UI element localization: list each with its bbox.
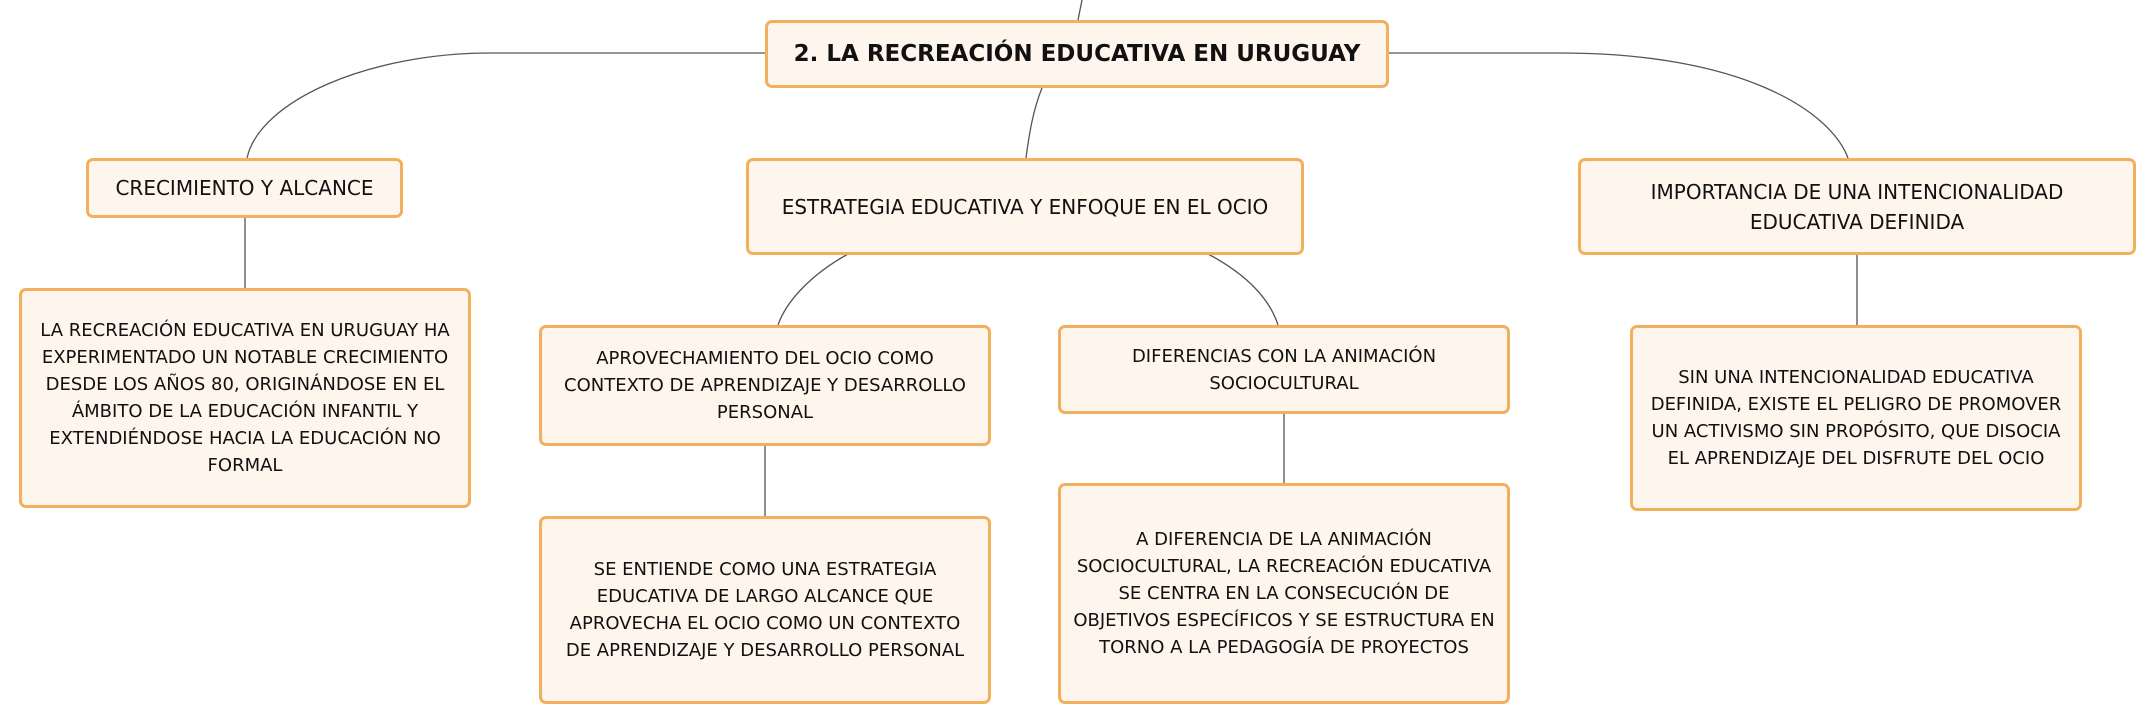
diferencias-detail-node[interactable]: [1058, 483, 1510, 704]
importancia-detail-node[interactable]: [1630, 325, 2082, 511]
connector-root-crecimiento: [247, 53, 765, 158]
importancia-node-label: IMPORTANCIA DE UNA INTENCIONALIDAD EDUCATIVA DEFINIDA: [1650, 179, 2064, 234]
importancia-detail-text: SIN UNA INTENCIONALIDAD EDUCATIVA DEFINIDA, EXISTE EL PELIGRO DE PROMOVER UN ACTIVISMO SIN PROPÓSITO, QUE DISOCIA EL APRENDIZAJE DEL DISFRUTE DEL OCIO: [1650, 367, 2062, 469]
estrategia-node-label: ESTRATEGIA EDUCATIVA Y ENFOQUE EN EL OCIO: [781, 194, 1269, 219]
aprovechamiento-detail-text: SE ENTIENDE COMO UNA ESTRATEGIA EDUCATIVA DE LARGO ALCANCE QUE APROVECHA EL OCIO COMO UN CONTEXTO DE APRENDIZAJE Y DESARROLLO PERSONAL: [565, 559, 965, 661]
diferencias-detail-text: A DIFERENCIA DE LA ANIMACIÓN SOCIOCULTURAL, LA RECREACIÓN EDUCATIVA SE CENTRA EN LA CONSECUCIÓN DE OBJETIVOS ESPECÍFICOS Y SE ESTRUCTURA EN TORNO A LA PEDAGOGÍA DE PROYECTOS: [1073, 529, 1495, 658]
connector-root-importancia: [1388, 53, 1848, 158]
crecimiento-node[interactable]: [86, 158, 403, 218]
aprovechamiento-detail-node[interactable]: [539, 516, 991, 704]
aprovechamiento-node[interactable]: [539, 325, 991, 446]
aprovechamiento-node-label: APROVECHAMIENTO DEL OCIO COMO CONTEXTO DE APRENDIZAJE Y DESARROLLO PERSONAL: [564, 348, 966, 423]
crecimiento-node-label: CRECIMIENTO Y ALCANCE: [115, 176, 374, 200]
connector-estrategia-aprovechamiento: [778, 254, 848, 325]
connector-root-estrategia: [1026, 88, 1042, 158]
crecimiento-detail-text: LA RECREACIÓN EDUCATIVA EN URUGUAY HA EXPERIMENTADO UN NOTABLE CRECIMIENTO DESDE LOS AÑOS 80, ORIGINÁNDOSE EN EL ÁMBITO DE LA EDUCACIÓN INFANTIL Y EXTENDIÉNDOSE HACIA LA EDUCACIÓN NO FORMAL: [40, 320, 450, 476]
diferencias-node-label: DIFERENCIAS CON LA ANIMACIÓN SOCIOCULTURAL: [1131, 345, 1437, 394]
root-node[interactable]: [765, 20, 1389, 88]
estrategia-node[interactable]: [746, 158, 1304, 255]
crecimiento-detail-node[interactable]: [19, 288, 471, 508]
diferencias-node[interactable]: [1058, 325, 1510, 414]
root-node-label: 2. LA RECREACIÓN EDUCATIVA EN URUGUAY: [793, 40, 1361, 67]
importancia-node[interactable]: [1578, 158, 2136, 255]
connector-estrategia-diferencias: [1208, 254, 1278, 325]
connector-parent-root: [1078, 0, 1082, 20]
